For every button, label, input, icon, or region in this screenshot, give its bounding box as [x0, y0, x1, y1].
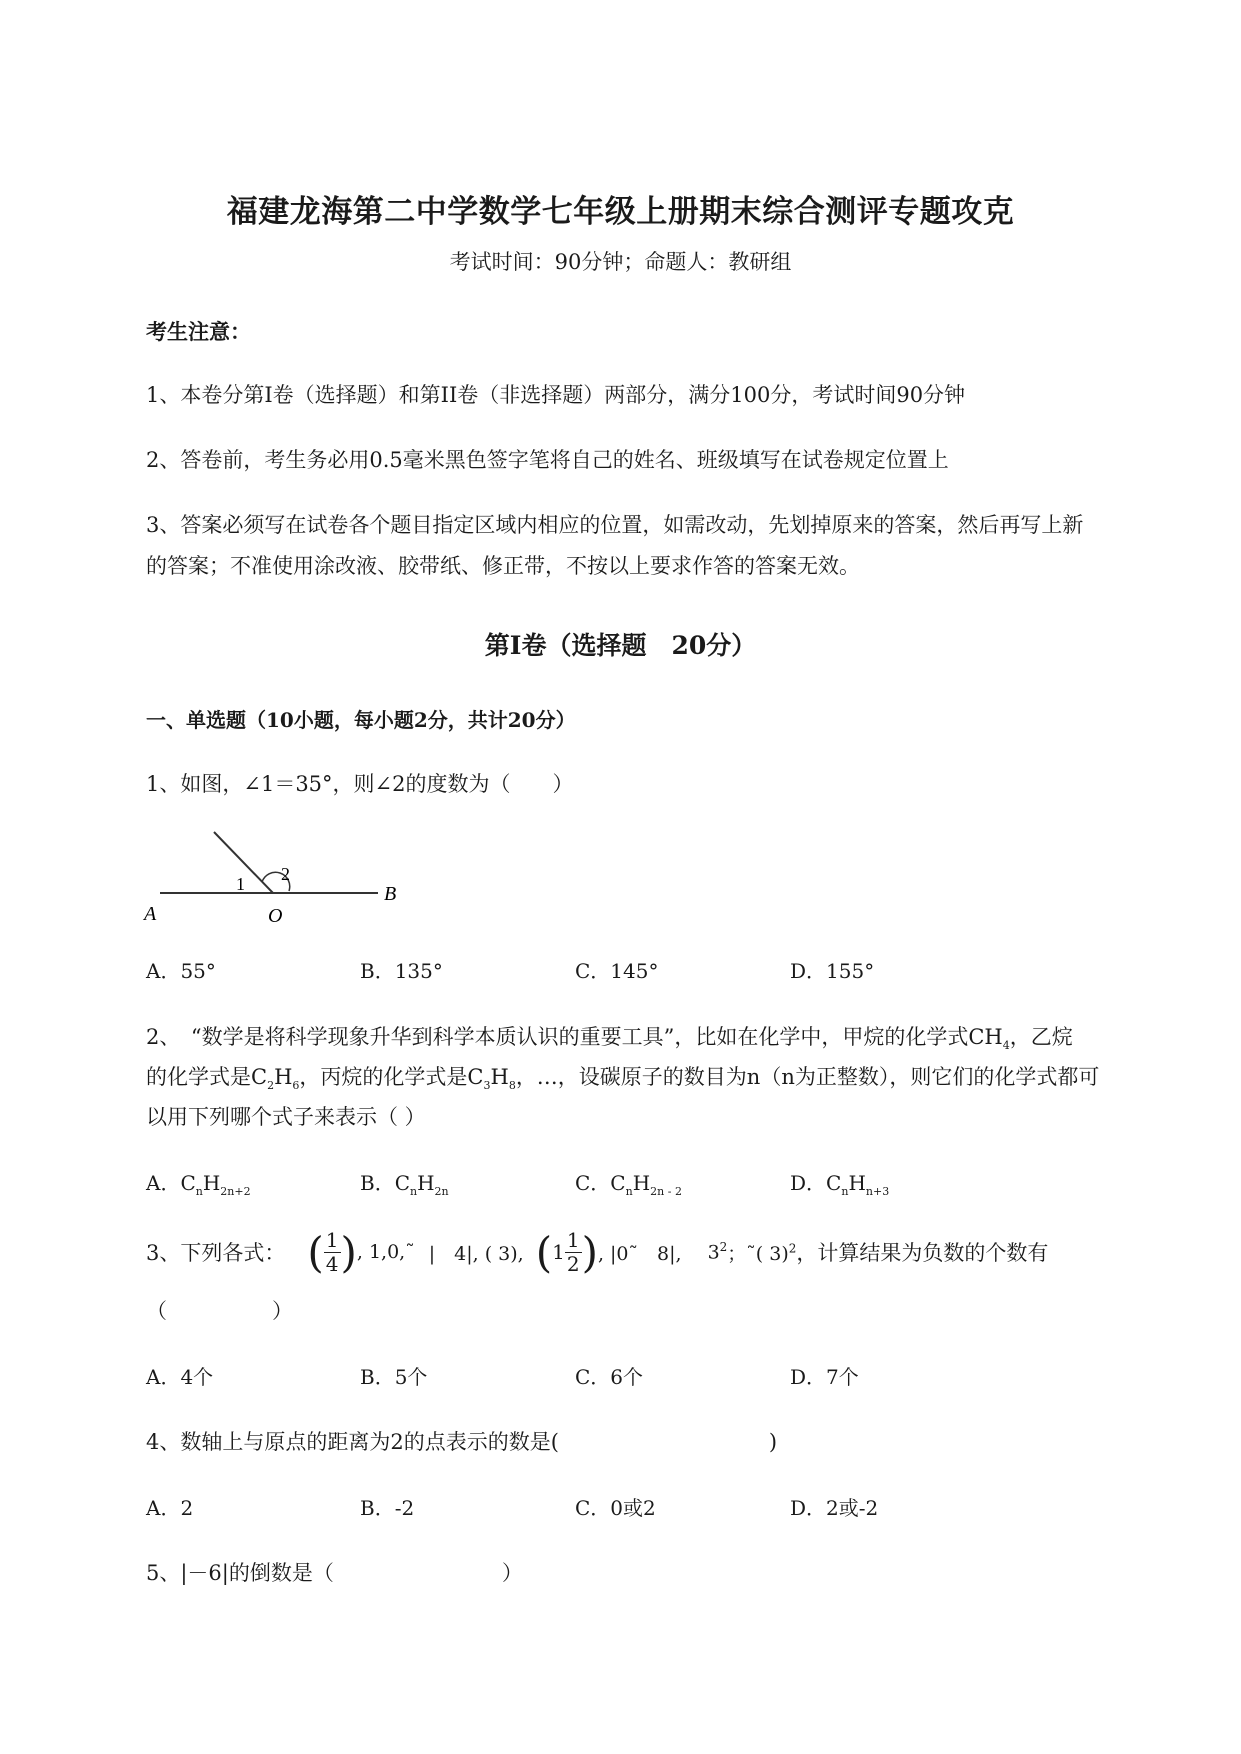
exam-info: 考试时间：90分钟；命题人：教研组 [449, 250, 792, 274]
q3-option-d[interactable]: D．7个 [790, 1365, 859, 1389]
q1-stem: 1、如图，∠1＝35°，则∠2的度数为（ ） [146, 772, 574, 796]
fraction-one-quarter: $\frac{1}{4}$ [325, 1227, 339, 1276]
q5-stem: 5、|－6|的倒数是（ ） [146, 1561, 523, 1585]
q4-option-b[interactable]: B．-2 [360, 1496, 415, 1520]
label-o: O [268, 905, 283, 927]
label-angle-2: 2 [281, 864, 290, 884]
q3-line-2: （ ） [146, 1299, 293, 1323]
q2-option-c[interactable]: C．$C_nH_{2n - 2}$ [575, 1171, 682, 1198]
q4-option-d[interactable]: D．2或-2 [790, 1496, 879, 1520]
q1-option-d[interactable]: D．155° [790, 959, 875, 983]
q2-line-1: 2、 “数学是将科学现象升华到科学本质认识的重要工具”，比如在化学中，甲烷的化学式$CH_4$，乙烷 [146, 1025, 1073, 1053]
fraction-one-half: $\frac{1}{2}$ [566, 1227, 580, 1276]
q2-line-3: 以用下列哪个式子来表示（ ） [146, 1105, 426, 1129]
notice-item-2: 2、答卷前，考生务必用0.5毫米黑色签字笔将自己的姓名、班级填写在试卷规定位置上 [146, 448, 949, 472]
page-title: 福建龙海第二中学数学七年级上册期末综合测评专题攻克 [226, 194, 1015, 230]
q3-line-1: 3、下列各式： ( $\frac{1}{4}$ ) , 1,0,˜ | 4|, ( 3), ( 1 $\frac{1}{2}$ ) , |0˜ 8|, $3^2$ ；˜( 3)$^2$ ，计算结果为负数的个数有 [146, 1227, 1049, 1277]
q1-option-c[interactable]: C．145° [575, 959, 659, 983]
q3-option-c[interactable]: C．6个 [575, 1365, 644, 1389]
q3-option-b[interactable]: B．5个 [360, 1365, 428, 1389]
label-a: A [144, 903, 157, 925]
notice-item-1: 1、本卷分第I卷（选择题）和第II卷（非选择题）两部分，满分100分，考试时间90分钟 [146, 383, 966, 407]
q2-line-2: 的化学式是$C_2H_6$，丙烷的化学式是$C_3H_8$，…，设碳原子的数目为n（n为正整数），则它们的化学式都可 [146, 1065, 1100, 1093]
q3-option-a[interactable]: A．4个 [146, 1365, 214, 1389]
q4-option-c[interactable]: C．0或2 [575, 1496, 656, 1520]
q1-option-a[interactable]: A．55° [146, 959, 216, 983]
q1-option-b[interactable]: B．135° [360, 959, 443, 983]
label-b: B [384, 883, 397, 905]
section-title: 第I卷（选择题 20分） [484, 631, 757, 660]
part-heading: 一、单选题（10小题，每小题2分，共计20分） [146, 708, 576, 732]
q2-option-d[interactable]: D．$C_nH_{n+3}$ [790, 1171, 890, 1198]
q2-option-b[interactable]: B．$C_nH_{2n}$ [360, 1171, 449, 1198]
notice-item-3-line-1: 3、答案必须写在试卷各个题目指定区域内相应的位置，如需改动，先划掉原来的答案，然后再写上新 [146, 513, 1084, 537]
q4-stem: 4、数轴上与原点的距离为2的点表示的数是( ) [146, 1430, 778, 1454]
q2-option-a[interactable]: A．$C_nH_{2n+2}$ [146, 1171, 251, 1198]
q4-option-a[interactable]: A．2 [146, 1496, 194, 1520]
notice-item-3-line-2: 的答案；不准使用涂改液、胶带纸、修正带，不按以上要求作答的答案无效。 [146, 554, 860, 578]
label-angle-1: 1 [236, 874, 245, 894]
notice-heading: 考生注意： [146, 319, 251, 344]
q1-angle-figure [140, 828, 410, 928]
